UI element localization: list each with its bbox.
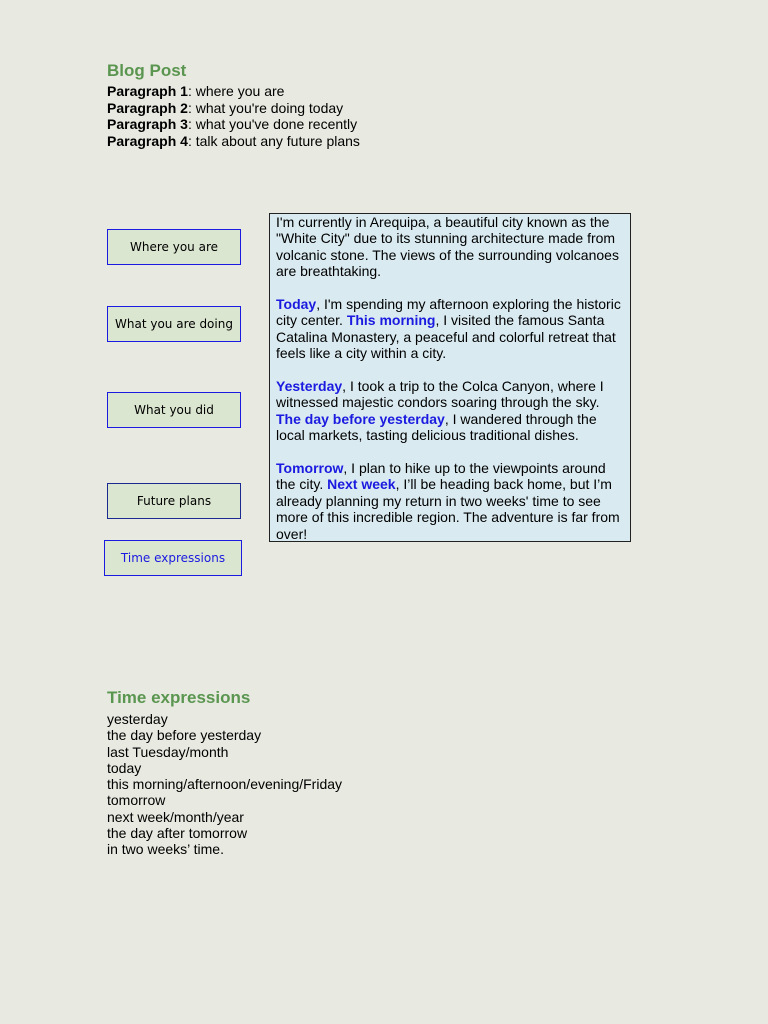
time-expressions-list xyxy=(107,711,342,858)
paragraph-guide-item xyxy=(107,100,360,117)
panel-paragraph-doing xyxy=(276,296,624,362)
time-expression-highlight: This morning xyxy=(346,312,436,329)
list-item: this morning/afternoon/evening/Friday xyxy=(107,776,343,793)
paragraph-label: Paragraph 2 xyxy=(107,99,188,116)
time-expression-highlight: Yesterday xyxy=(276,378,343,395)
paragraph-guide xyxy=(107,83,360,149)
time-expressions-heading: Time expressions xyxy=(107,688,251,707)
paragraph-desc: : what you've done recently xyxy=(187,116,358,133)
label-time-text: Time expressions xyxy=(120,551,226,565)
label-time-expressions xyxy=(104,540,242,576)
panel-paragraph-future xyxy=(276,460,624,542)
label-future-plans xyxy=(107,483,241,519)
paragraph-desc: : what you're doing today xyxy=(187,99,344,116)
list-item: the day after tomorrow xyxy=(107,825,248,842)
list-item: today xyxy=(107,759,142,776)
list-item: tomorrow xyxy=(107,792,166,809)
panel-text: I'm currently in Arequipa, a beautiful city known as the "White City" due to its stunning architecture made from volcanic stone. The views of the surrounding volcanoes are breathtaking. xyxy=(276,214,619,280)
paragraph-guide-item xyxy=(107,83,360,100)
time-expression-highlight: Next week xyxy=(327,476,396,493)
panel-text: , I took a trip to the Colca Canyon, where I witnessed majestic condors soaring through the sky. xyxy=(276,378,604,411)
label-what-you-did xyxy=(107,392,241,428)
paragraph-label: Paragraph 4 xyxy=(107,132,188,149)
label-what-you-are-doing xyxy=(107,306,241,342)
blog-post-heading: Blog Post xyxy=(107,61,187,80)
list-item: in two weeks’ time. xyxy=(107,841,224,858)
panel-text: , I visited the famous Santa Catalina Monastery, a peaceful and colorful retreat that feels like a city within a city. xyxy=(276,312,616,362)
label-future-text: Future plans xyxy=(136,494,212,508)
paragraph-desc: : talk about any future plans xyxy=(187,132,360,149)
paragraph-guide-item xyxy=(107,133,360,150)
paragraph-label: Paragraph 3 xyxy=(107,116,188,133)
label-doing-text: What you are doing xyxy=(115,317,233,331)
label-where-text: Where you are xyxy=(130,240,218,254)
list-item: next week/month/year xyxy=(107,808,244,825)
panel-text: , I plan to hike up to the viewpoints around the city. xyxy=(276,460,606,493)
panel-text: , I’ll be heading back home, but I’m already planning my return in two weeks' time to see more of this incredible region. The adventure is far from over! xyxy=(276,476,620,542)
list-item: last Tuesday/month xyxy=(107,743,229,760)
blog-text-panel xyxy=(269,213,631,542)
panel-text: , I'm spending my afternoon exploring the historic city center. xyxy=(276,296,621,329)
paragraph-desc: : where you are xyxy=(187,83,285,99)
paragraph-guide-item xyxy=(107,116,360,133)
label-where-you-are xyxy=(107,229,241,265)
time-expression-highlight: Tomorrow xyxy=(276,460,344,477)
paragraph-label: Paragraph 1 xyxy=(107,83,188,99)
list-item: yesterday xyxy=(107,711,168,727)
label-did-text: What you did xyxy=(134,403,214,417)
time-expression-highlight: Today xyxy=(276,296,317,313)
list-item: the day before yesterday xyxy=(107,727,262,744)
panel-text: , I wandered through the local markets, tasting delicious traditional dishes. xyxy=(276,410,597,444)
panel-paragraph-did xyxy=(276,378,624,444)
panel-paragraph-where xyxy=(276,214,624,280)
time-expression-highlight: The day before yesterday xyxy=(276,410,445,427)
